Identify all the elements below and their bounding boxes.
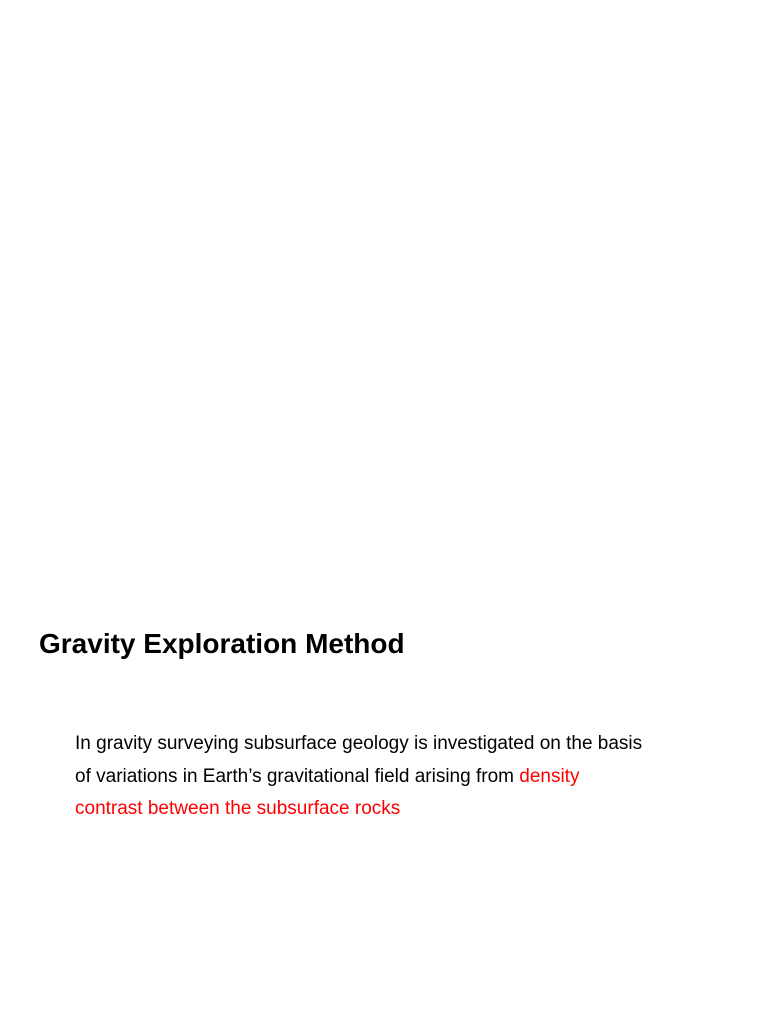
body-line-2	[75, 761, 735, 794]
page-title: Gravity Exploration Method	[39, 628, 405, 659]
body-paragraph	[75, 728, 735, 826]
body-line-1: In gravity surveying subsurface geology is investigated on the basis	[75, 733, 643, 754]
highlighted-term-density: density	[519, 765, 580, 787]
highlighted-phrase-contrast: contrast between the subsurface rocks	[75, 798, 401, 819]
body-line-2-text: of variations in Earth’s gravitational field arising from	[75, 765, 520, 787]
